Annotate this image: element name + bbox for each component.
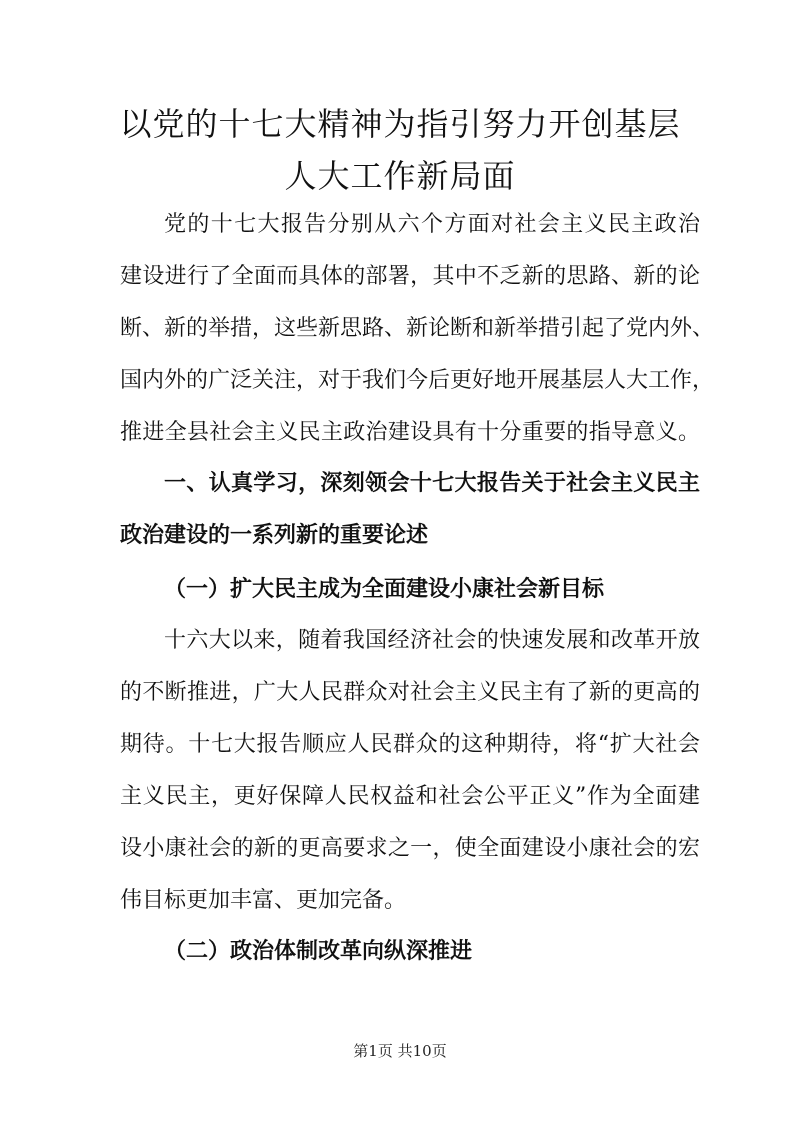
page-number-footer: 第1页 共10页 xyxy=(353,1042,447,1060)
intro-line-1: 党的十七大报告分别从六个方面对社会主义民主政治 xyxy=(164,212,700,237)
para1-line-1: 十六大以来，随着我国经济社会的快速发展和改革开放 xyxy=(164,628,700,653)
para1-line-2: 的不断推进，广大人民群众对社会主义民主有了新的更高的 xyxy=(120,680,700,705)
para1-line-5: 设小康社会的新的更高要求之一，使全面建设小康社会的宏 xyxy=(120,836,700,861)
para1-line-6: 伟目标更加丰富、更加完备。 xyxy=(120,888,407,913)
intro-line-2: 建设进行了全面而具体的部署，其中不乏新的思路、新的论 xyxy=(120,264,700,289)
section-heading-1-line-1: 一、认真学习，深刻领会十七大报告关于社会主义民主 xyxy=(164,470,700,496)
intro-line-5: 推进全县社会主义民主政治建设具有十分重要的指导意义。 xyxy=(120,420,700,445)
document-title-line-2: 人大工作新局面 xyxy=(284,157,516,195)
intro-line-4: 国内外的广泛关注，对于我们今后更好地开展基层人大工作， xyxy=(120,368,715,393)
subheading-1: （一）扩大民主成为全面建设小康社会新目标 xyxy=(164,576,605,602)
para1-line-4: 主义民主，更好保障人民权益和社会公平正义”作为全面建 xyxy=(120,784,700,809)
para1-line-3: 期待。十七大报告顺应人民群众的这种期待，将“扩大社会 xyxy=(120,732,700,757)
intro-line-3: 断、新的举措，这些新思路、新论断和新举措引起了党内外、 xyxy=(120,316,715,341)
subheading-2: （二）政治体制改革向纵深推进 xyxy=(164,938,473,964)
section-heading-1-line-2: 政治建设的一系列新的重要论述 xyxy=(120,522,429,548)
document-title-line-1: 以党的十七大精神为指引努力开创基层 xyxy=(119,105,681,143)
